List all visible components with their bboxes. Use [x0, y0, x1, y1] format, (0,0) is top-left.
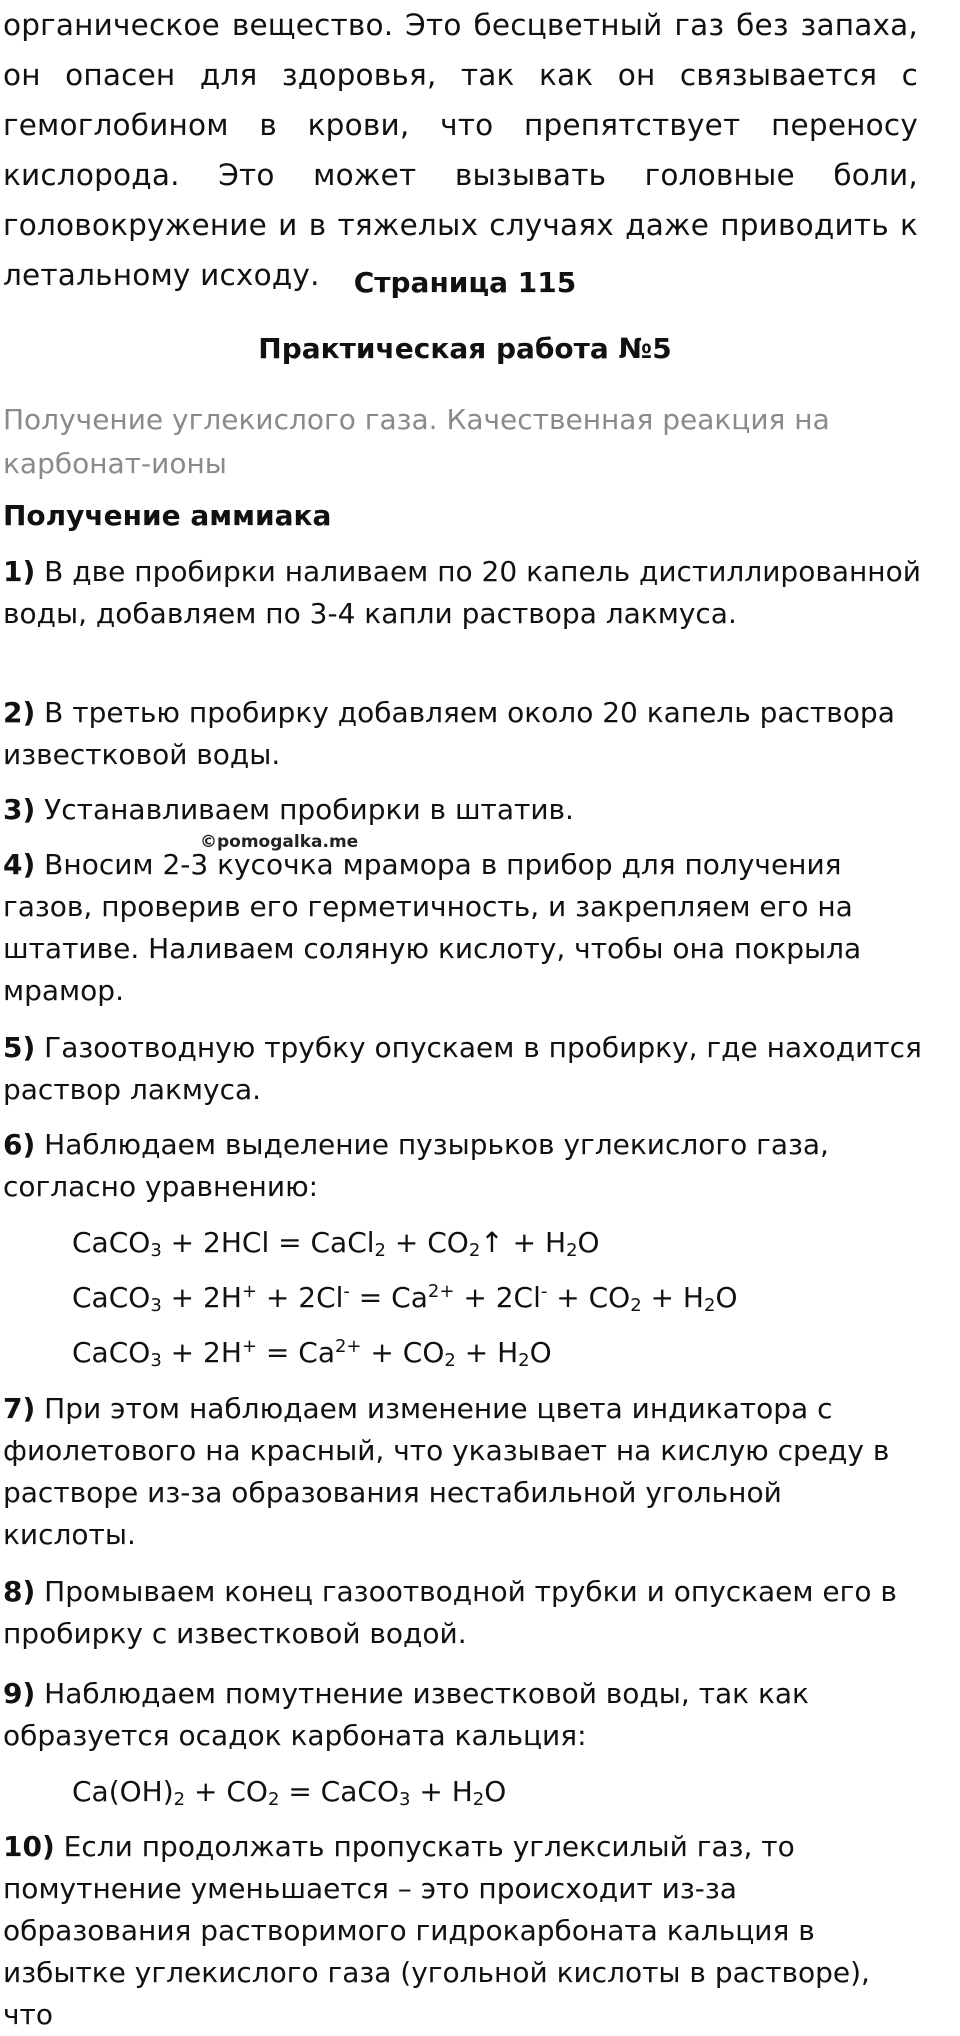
step-number: 1) — [3, 555, 36, 588]
step-1 — [3, 551, 923, 635]
step-text: Наблюдаем выделение пузырьков углекислого газа, согласно уравнению: — [3, 1128, 829, 1203]
step-7 — [3, 1388, 923, 1556]
step-text: Устанавливаем пробирки в штатив. — [35, 793, 574, 826]
equation-1: CaCO$_3$ + 2HCl = CaCl$_2$ + $CO_2↑ + H_2O$ — [72, 1226, 600, 1261]
step-number: 8) — [3, 1575, 36, 1608]
step-text: В две пробирки наливаем по 20 капель дистиллированной воды, добавляем по 3-4 капли раствора лакмуса. — [3, 555, 921, 630]
equation-2: CaCO$_3$ + $2H^+ + 2Cl^- = Ca^{2+} + 2Cl^- + CO_2 + H_2O$ — [72, 1281, 738, 1316]
watermark: ©pomogalka.me — [200, 832, 359, 852]
practical-subtitle: Получение углекислого газа. Качественная реакция на карбонат-ионы — [3, 403, 830, 480]
practical-work-title: Практическая работа №5 — [258, 332, 672, 365]
step-5 — [3, 1027, 923, 1111]
step-6 — [3, 1124, 923, 1208]
step-number: 10) — [3, 1830, 55, 1863]
step-8 — [3, 1571, 923, 1655]
intro-paragraph — [3, 0, 918, 300]
step-10 — [3, 1826, 923, 2036]
step-text: В третью пробирку добавляем около 20 капель раствора известковой воды. — [3, 696, 895, 771]
step-number: 7) — [3, 1392, 36, 1425]
step-number: 6) — [3, 1128, 36, 1161]
page-label: Страница 115 — [353, 266, 577, 299]
equation-3: CaCO$_3$ + $2H^+ = Ca^{2+} + CO_2 + H_2O$ — [72, 1336, 552, 1371]
step-4 — [3, 844, 923, 1012]
step-text: Если продолжать пропускать углексилый газ, то помутнение уменьшается – это происходит из-за образования растворимого гидрокарбоната кальция в избытке углекислого газа (угольной кислоты в растворе), что — [3, 1830, 870, 2031]
step-number: 4) — [3, 848, 36, 881]
intro-text: органическое вещество. Это бесцветный газ без запаха, он опасен для здоровья, так как он связывается с гемоглобином в крови, что препятствует переносу кислорода. Это может вызывать головные боли, головокружение и в тяжелых случаях даже приводить к летальному исходу. — [3, 8, 918, 292]
step-text: Наблюдаем помутнение известковой воды, так как образуется осадок карбоната кальция: — [3, 1677, 809, 1752]
step-number: 3) — [3, 793, 36, 826]
gas-arrow-icon: ↑ — [480, 1226, 504, 1259]
step-number: 2) — [3, 696, 36, 729]
step-number: 9) — [3, 1677, 36, 1710]
step-2 — [3, 692, 923, 776]
step-text: Газоотводную трубку опускаем в пробирку, где находится раствор лакмуса. — [3, 1031, 922, 1106]
step-9 — [3, 1673, 923, 1757]
section-title: Получение аммиака — [3, 499, 332, 532]
step-text: Промываем конец газоотводной трубки и опускаем его в пробирку с известковой водой. — [3, 1575, 897, 1650]
step-text: Вносим 2-3 кусочка мрамора в прибор для получения газов, проверив его герметичность, и закрепляем его на штативе. Наливаем соляную кислоту, чтобы она покрыла мрамор. — [3, 848, 862, 1007]
step-3 — [3, 789, 923, 831]
equation-4: $Ca(OH)_2 + CO_2$ = CaCO$_3$ + $H_2O$ — [72, 1775, 507, 1810]
step-number: 5) — [3, 1031, 36, 1064]
step-text: При этом наблюдаем изменение цвета индикатора с фиолетового на красный, что указывает на кислую среду в растворе из-за образования нестабильной угольной кислоты. — [3, 1392, 890, 1551]
